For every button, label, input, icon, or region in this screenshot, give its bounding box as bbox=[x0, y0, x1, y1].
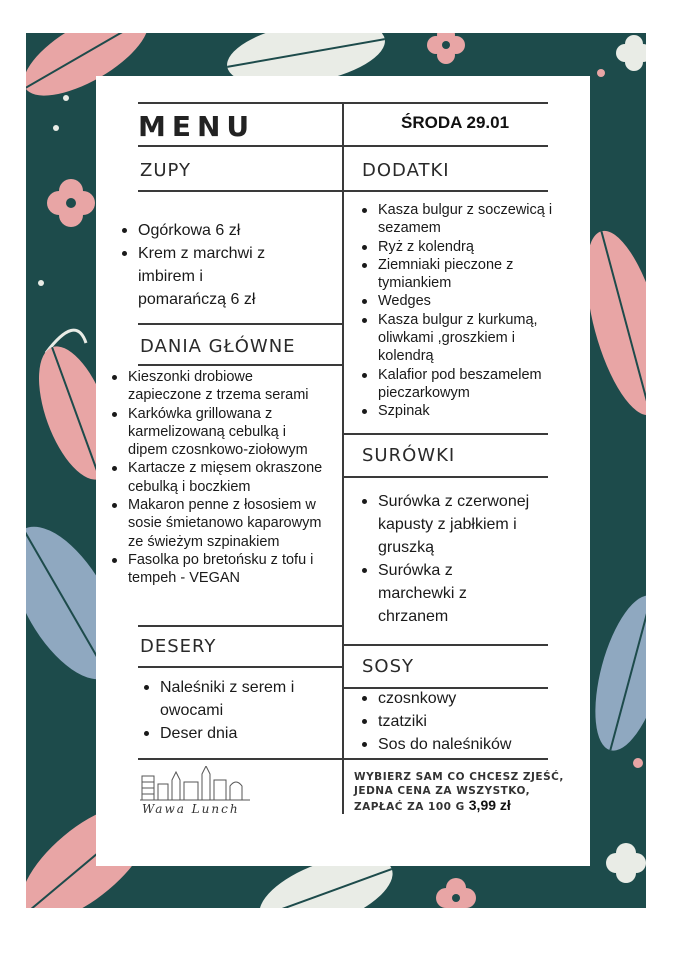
divider bbox=[138, 190, 342, 192]
list-item: Krem z marchwi z imbirem i pomarańczą 6 zł bbox=[118, 242, 278, 311]
list-item: Fasolka po bretońsku z tofu i tempeh - VEGAN bbox=[108, 551, 326, 588]
divider bbox=[138, 145, 548, 147]
footer-slogan bbox=[354, 770, 564, 814]
list-item: Makaron penne z łososiem w sosie śmietanowo kaparowym ze świeżym szpinakiem bbox=[108, 496, 326, 551]
column-divider bbox=[342, 102, 344, 814]
section-heading-zupy: ZUPY bbox=[140, 160, 191, 181]
city-skyline-icon bbox=[140, 766, 250, 802]
dodatki-list bbox=[358, 201, 558, 421]
menu-date: ŚRODA 29.01 bbox=[401, 113, 510, 132]
list-item: Kasza bulgur z soczewicą i sezamem bbox=[358, 201, 558, 238]
slogan-line-2: JEDNA CENA ZA WSZYSTKO, bbox=[354, 785, 531, 797]
section-heading-dodatki: DODATKI bbox=[362, 160, 450, 181]
sosy-list bbox=[358, 687, 538, 756]
flower-icon bbox=[606, 843, 646, 883]
list-item: Wedges bbox=[358, 292, 558, 310]
divider bbox=[138, 758, 548, 760]
list-item: Kalafior pod beszamelem pieczarkowym bbox=[358, 366, 558, 403]
divider bbox=[344, 190, 548, 192]
divider bbox=[344, 644, 548, 646]
section-heading-surowki: SURÓWKI bbox=[362, 445, 456, 466]
desery-list bbox=[140, 676, 310, 745]
list-item: Kieszonki drobiowe zapieczone z trzema serami bbox=[108, 368, 326, 405]
section-heading-sosy: SOSY bbox=[362, 656, 415, 677]
divider bbox=[344, 476, 548, 478]
list-item: Surówka z marchewki z chrzanem bbox=[358, 559, 533, 628]
list-item: Ryż z kolendrą bbox=[358, 238, 558, 256]
menu-card bbox=[96, 76, 590, 866]
menu-title: MENU bbox=[138, 110, 256, 143]
list-item: tzatziki bbox=[358, 710, 538, 733]
section-heading-dania: DANIA GŁÓWNE bbox=[140, 336, 296, 357]
section-heading-desery: DESERY bbox=[140, 636, 217, 657]
list-item: czosnkowy bbox=[358, 687, 538, 710]
price: 3,99 zł bbox=[468, 797, 511, 813]
flower-icon bbox=[47, 179, 95, 227]
list-item: Szpinak bbox=[358, 402, 558, 420]
list-item: Kartacze z mięsem okraszone cebulką i boczkiem bbox=[108, 459, 326, 496]
flower-icon bbox=[616, 35, 646, 71]
slogan-line-3-text: ZAPŁAĆ ZA 100 G bbox=[354, 801, 465, 813]
divider bbox=[138, 625, 342, 627]
flower-icon bbox=[427, 33, 465, 64]
logo-text: Wawa Lunch bbox=[142, 802, 240, 816]
list-item: Kasza bulgur z kurkumą, oliwkami ,groszkiem i kolendrą bbox=[358, 311, 558, 366]
list-item: Karkówka grillowana z karmelizowaną cebulką i dipem czosnkowo-ziołowym bbox=[108, 405, 326, 460]
divider bbox=[138, 323, 342, 325]
leaf-icon bbox=[581, 588, 646, 758]
flower-icon bbox=[436, 878, 476, 908]
list-item: Ogórkowa 6 zł bbox=[118, 219, 278, 242]
dania-list bbox=[108, 368, 326, 588]
slogan-line-3 bbox=[354, 798, 564, 814]
surowki-list bbox=[358, 490, 533, 628]
zupy-list bbox=[118, 219, 278, 311]
divider bbox=[138, 666, 342, 668]
list-item: Surówka z czerwonej kapusty z jabłkiem i gruszką bbox=[358, 490, 533, 559]
list-item: Naleśniki z serem i owocami bbox=[140, 676, 310, 722]
list-item: Sos do naleśników bbox=[358, 733, 538, 756]
slogan-line-1: WYBIERZ SAM CO CHCESZ ZJEŚĆ, bbox=[354, 771, 564, 783]
list-item: Deser dnia bbox=[140, 722, 310, 745]
wawa-lunch-logo bbox=[140, 766, 250, 818]
list-item: Ziemniaki pieczone z tymiankiem bbox=[358, 256, 558, 293]
divider bbox=[138, 364, 342, 366]
divider bbox=[344, 433, 548, 435]
divider bbox=[138, 102, 548, 104]
